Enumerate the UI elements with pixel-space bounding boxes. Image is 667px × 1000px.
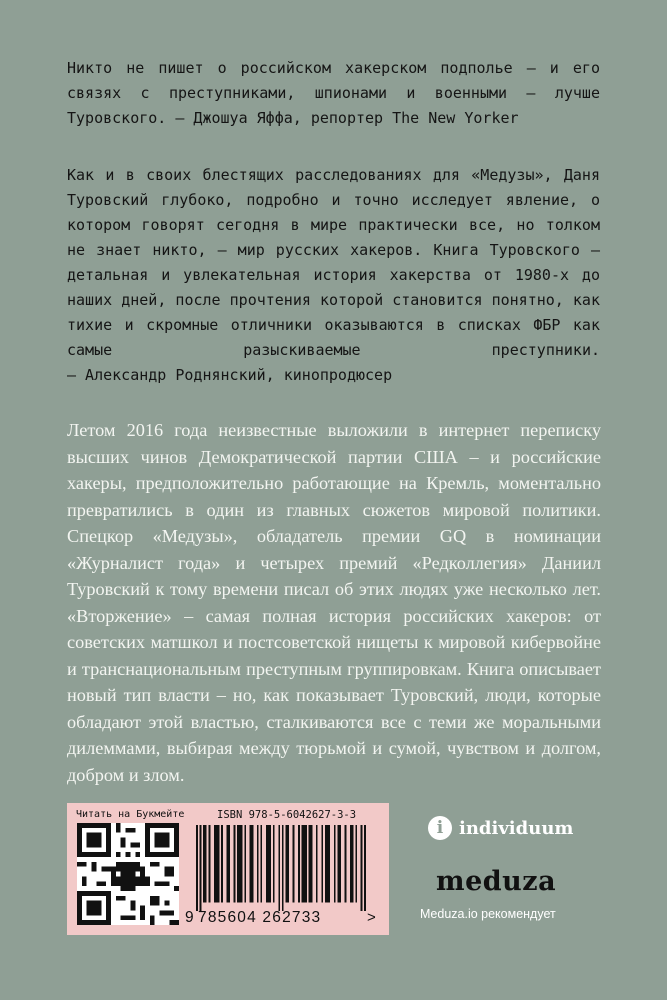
ean-arrow: > [367,909,376,926]
quote-attribution: — Джошуа Яффа, репортер The New Yorker [175,109,519,127]
ean-digits: 785604 262733 [198,909,322,926]
isbn-barcode [196,825,366,911]
isbn-label: ISBN 978-5-6042627-3-3 [217,809,357,821]
book-description: Летом 2016 года неизвестные выложили в интернет переписку высших чинов Демократической партии США – и российские хакеры, предположительно работающие на Кремль, моментально превратились в один из главных сюжетов мировой политики. Спецкор «Медузы», обладатель премии GQ в номинации «Журналист года» и четырех премий «Редколлегия» Даниил Туровский к тому времени писал об этих людях уже несколько лет. «Вторжение» – самая полная история российских хакеров: от советских матшкол и постсоветской нищеты к мировой кибервойне и транснациональным преступным группировкам. Книга описывает новый тип власти – но, как показывает Туровский, люди, которые обладают этой властью, сталкиваются все с теми же моральными дилеммами, выбирая между тюрьмой и сумой, чувством и долгом, добром и злом. [67,420,601,785]
bookmate-label: Читать на Букмейте [76,809,185,820]
meduza-logo: meduza [436,866,557,897]
meduza-recommends: Meduza.io рекомендует [420,907,556,921]
barcode-panel [67,803,389,935]
ean-lead-digit: 9 [185,909,194,926]
quote-joshua-yaffa [67,56,600,131]
quote-text: Как и в своих блестящих расследованиях для «Медузы», Даня Туровский глубоко, подробно и точно исследует явление, о котором говорят сегодня в мире практически все, но толком не знает никто, — мир русских хакеров. Книга Туровского — детальная и увлекательная история хакерства от 1980-х до наших дней, после прочтения которой становится понятно, как тихие и скромные отличники оказываются в списках ФБР как самые разыскиваемые преступники. [67,166,600,359]
individuum-name: individuum [459,817,574,839]
individuum-logo-icon: i [428,816,452,840]
qr-code-icon[interactable] [77,823,179,925]
quote-alexander-rodnyansky [67,163,600,388]
individuum-logo [428,814,573,842]
quote-text: Никто не пишет о российском хакерском подполье — и его связях с преступниками, шпионами и военными — лучше Туровского. [67,59,600,127]
quote-attribution: — Александр Роднянский, кинопродюсер [67,366,393,384]
